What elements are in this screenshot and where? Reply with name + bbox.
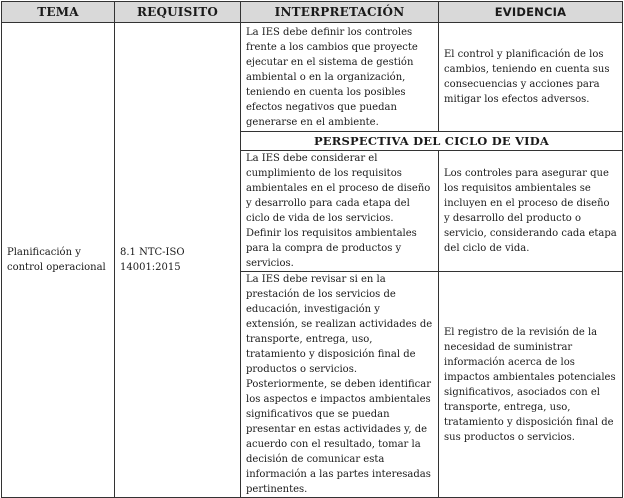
interpretacion-cell [241,151,439,272]
header-row [2,2,623,23]
requisito-cell: 8.1 NTC-ISO 14001:2015 [115,23,241,498]
header-tema: TEMA [2,2,115,23]
evidencia-cell: Los controles para asegurar que los requisitos ambientales se incluyen en el proceso de diseño y desarrollo del producto o servicio, considerando cada etapa del ciclo de vida. [439,151,623,272]
tema-cell: Planificación y control operacional [2,23,115,498]
interpretacion-text: La IES debe considerar el cumplimiento de los requisitos ambientales en el proceso de diseño y desarrollo para cada etapa del ciclo de vida de los servicios. [246,153,431,224]
header-evidencia: EVIDENCIA [439,2,623,23]
interpretacion-text-2: Definir los requisitos ambientales para la compra de productos y servicios. [246,228,417,269]
interpretacion-cell: La IES debe revisar si en la prestación de los servicios de educación, investigación y extensión, se realizan actividades de transporte, entrega, uso, tratamiento y disposición final de productos o servicios. Posteriormente, se deben identificar los aspectos e impactos ambientales significativos que se puedan presentar en estas actividades y, de acuerdo con el resultado, tomar la decisión de comunicar esta información a las partes interesadas pertinentes. [241,272,439,498]
interpretacion-cell: La IES debe definir los controles frente a los cambios que proyecte ejecutar en el sistema de gestión ambiental o en la organización, teniendo en cuenta los posibles efectos negativos que puedan generarse en el ambiente. [241,23,439,132]
evidencia-cell: El registro de la revisión de la necesidad de suministrar información acerca de los impactos ambientales potenciales significativos, asociados con el transporte, entrega, uso, tratamiento y disposición final de sus productos o servicios. [439,272,623,498]
table-row [2,23,623,132]
header-interpretacion: INTERPRETACIÓN [241,2,439,23]
lifecycle-subheader: PERSPECTIVA DEL CICLO DE VIDA [241,132,623,151]
evidencia-cell: El control y planificación de los cambios, teniendo en cuenta sus consecuencias y acciones para mitigar los efectos adversos. [439,23,623,132]
header-requisito: REQUISITO [115,2,241,23]
requirements-table [1,1,623,498]
